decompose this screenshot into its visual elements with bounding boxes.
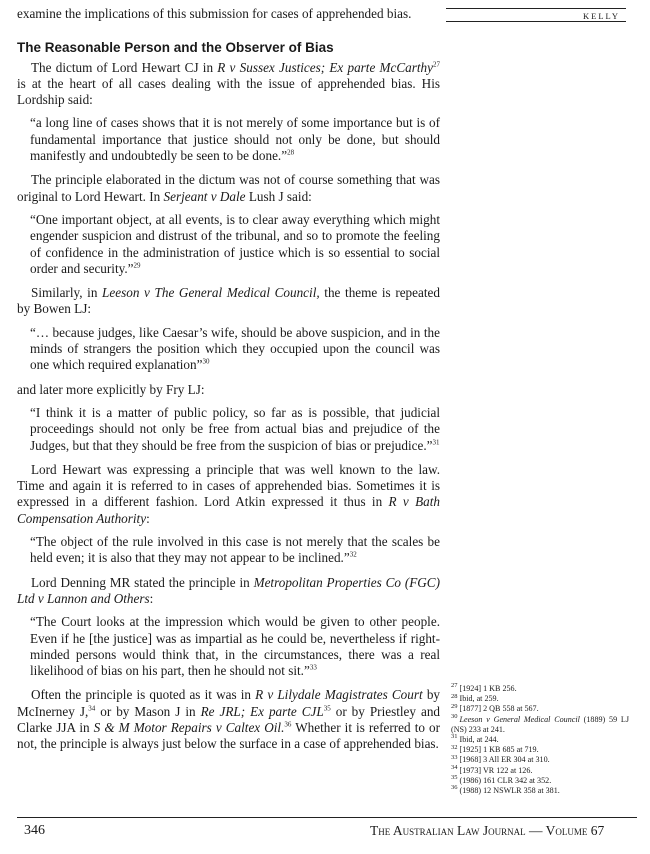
footnote: $^{29}$ [1877] 2 QB 558 at 567. xyxy=(451,702,539,714)
case-name: S & M Motor Repairs v Caltex Oil. xyxy=(93,719,285,735)
footnote-ref[interactable]: 29 xyxy=(133,261,141,270)
footnote: $^{31}$ Ibid, at 244. xyxy=(451,733,499,745)
paragraph: and later more explicitly by Fry LJ: xyxy=(17,381,205,397)
article-body xyxy=(17,6,440,753)
block-quote: “I think it is a matter of public policy, so far as is possible, that judicial proceedings should not only be free from actual bias and prejudice of the Judges, but that they should be free from the suspicion of bias or prejudice.”$^{31}$ xyxy=(30,404,440,453)
header-rule xyxy=(446,8,626,9)
footnotes xyxy=(451,684,629,796)
case-name: Leeson v The General Medical Council, xyxy=(102,285,320,301)
footnote-ref[interactable]: 27 xyxy=(433,60,441,69)
footnote-ref[interactable]: 34 xyxy=(88,704,96,713)
section-heading: The Reasonable Person and the Observer of Bias xyxy=(17,40,334,56)
block-quote: “… because judges, like Caesar’s wife, should be above suspicion, and in the minds of strangers the position which they occupied upon the council was one which required explanation”$^{30}$ xyxy=(30,324,440,373)
block-quote: “a long line of cases shows that it is not merely of some importance but is of fundamental importance that justice should not only be done, but should manifestly and undoubtedly be seen to be done.”$^{28}$ xyxy=(30,115,440,164)
case-name: Metropolitan Properties Co (FGC) Ltd v Lannon and Others xyxy=(17,574,440,606)
paragraph: Lord Hewart was expressing a principle that was well known to the law. Time and again it is referred to in cases of apprehended bias. Sometimes it is expressed in a different fashion. Lord Atkin expressed it thus in R v Bath Compensation Authority: xyxy=(17,461,440,526)
footnote: $^{32}$ [1925] 1 KB 685 at 719. xyxy=(451,743,539,755)
case-name: R v Sussex Justices; Ex parte McCarthy xyxy=(217,59,434,75)
block-quote: “One important object, at all events, is to clear away everything which might engender suspicion and distrust of the tribunal, and so to promote the feeling of confidence in the administration of justice which is so essential to social order and security.”$^{29}$ xyxy=(30,211,440,276)
footnote: $^{27}$ [1924] 1 KB 256. xyxy=(451,682,517,693)
block-quote: “The Court looks at the impression which would be given to other people. Even if he [the justice] was as impartial as he could be, nevertheless if right-minded persons would think that, in the circumstances, there was a real likelihood of bias on his part, then he should not sit.”$^{33}$ xyxy=(30,614,440,679)
footnote-ref[interactable]: 31 xyxy=(432,438,440,447)
footnote: $^{35}$ (1986) 161 CLR 342 at 352. xyxy=(451,774,552,785)
footnote: $^{34}$ [1973] VR 122 at 126. xyxy=(451,763,533,775)
footnote: $^{33}$ [1968] 3 All ER 304 at 310. xyxy=(451,753,550,765)
case-name: Serjeant v Dale xyxy=(163,188,246,204)
footnote-ref[interactable]: 28 xyxy=(287,148,295,157)
paragraph: Lord Denning MR stated the principle in Metropolitan Properties Co (FGC) Ltd v Lannon and Others: xyxy=(17,574,440,606)
footnote-ref[interactable]: 33 xyxy=(309,663,317,672)
footnote-ref[interactable]: 30 xyxy=(202,357,210,366)
case-name: Re JRL; Ex parte CJL xyxy=(200,703,324,719)
footnote-ref[interactable]: 32 xyxy=(349,550,357,559)
paragraph: The principle elaborated in the dictum was not of course something that was original to Lord Hewart. In Serjeant v Dale Lush J said: xyxy=(17,172,440,204)
case-name: R v Lilydale Magistrates Court xyxy=(255,687,423,703)
paragraph-continued: examine the implications of this submission for cases of apprehended bias. xyxy=(17,6,412,21)
footnote: $^{28}$ Ibid, at 259. xyxy=(451,692,499,704)
paragraph: Similarly, in Leeson v The General Medical Council, the theme is repeated by Bowen LJ: xyxy=(17,285,440,317)
paragraph: Often the principle is quoted as it was in R v Lilydale Magistrates Court by McInerney J,$^{34}$ or by Mason J in Re JRL; Ex parte CJL$^{35}$ or by Priestley and Clarke JJA in S & M Motor Repairs v Caltex Oil.$^{36}$ Whether it is referred to or not, the principle is always just below the surface in a case of apprehended bias. xyxy=(17,687,441,752)
block-quote: “The object of the rule involved in this case is not merely that the scales be held even; it is also that they may not appear to be inclined.”$^{32}$ xyxy=(30,534,440,566)
footnote-ref[interactable]: 36 xyxy=(284,720,292,729)
paragraph: The dictum of Lord Hewart CJ in R v Sussex Justices; Ex parte McCarthy$^{27}$ is at the heart of all cases dealing with the issue of apprehended bias. His Lordship said: xyxy=(17,59,441,108)
journal-title: The Australian Law Journal — Volume 67 xyxy=(370,823,605,838)
header-rule-lower xyxy=(446,21,626,22)
footnote: $^{36}$ (1988) 12 NSWLR 358 at 381. xyxy=(451,784,560,796)
footnote: $^{30}$ Leeson v General Medical Council (1889) 59 LJ (NS) 233 at 241. xyxy=(451,712,629,734)
footer-rule xyxy=(17,817,637,818)
footnote-ref[interactable]: 35 xyxy=(323,704,331,713)
running-header-author: KELLY xyxy=(583,11,621,21)
case-name: R v Bath Compensation Authority xyxy=(17,494,440,526)
page-number: 346 xyxy=(24,823,45,838)
